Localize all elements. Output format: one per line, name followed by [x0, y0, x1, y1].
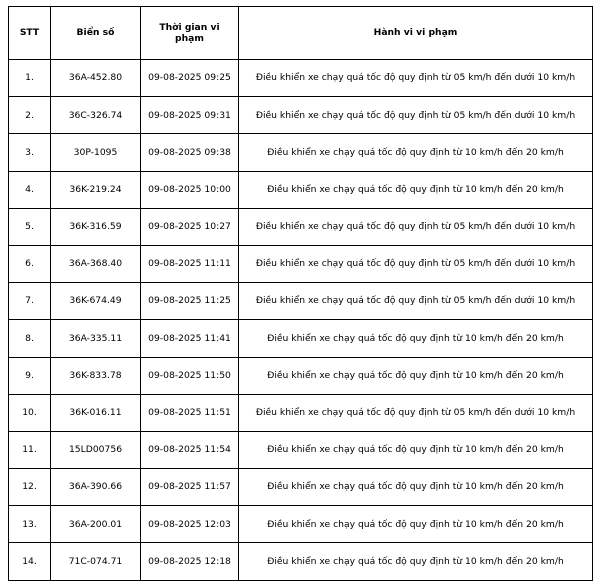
cell-time: 09-08-2025 11:50 — [141, 357, 239, 394]
table-row — [9, 245, 593, 282]
cell-plate: 36A-335.11 — [51, 320, 141, 357]
cell-behavior: Điều khiển xe chạy quá tốc độ quy định từ 05 km/h đến dưới 10 km/h — [239, 60, 593, 97]
cell-stt: 9. — [9, 357, 51, 394]
cell-plate: 36A-452.80 — [51, 60, 141, 97]
table-row — [9, 469, 593, 506]
cell-time: 09-08-2025 12:03 — [141, 506, 239, 543]
cell-stt: 1. — [9, 60, 51, 97]
table-header — [9, 7, 593, 60]
cell-time: 09-08-2025 11:51 — [141, 394, 239, 431]
cell-plate: 15LD00756 — [51, 431, 141, 468]
cell-behavior: Điều khiển xe chạy quá tốc độ quy định từ 10 km/h đến 20 km/h — [239, 431, 593, 468]
cell-time: 09-08-2025 10:27 — [141, 208, 239, 245]
table-row — [9, 431, 593, 468]
cell-behavior: Điều khiển xe chạy quá tốc độ quy định từ 05 km/h đến dưới 10 km/h — [239, 97, 593, 134]
cell-plate: 30P-1095 — [51, 134, 141, 171]
cell-stt: 14. — [9, 543, 51, 580]
cell-behavior: Điều khiển xe chạy quá tốc độ quy định từ 10 km/h đến 20 km/h — [239, 543, 593, 580]
cell-behavior: Điều khiển xe chạy quá tốc độ quy định từ 10 km/h đến 20 km/h — [239, 171, 593, 208]
column-header-stt: STT — [9, 7, 51, 60]
violation-table — [8, 6, 593, 581]
cell-time: 09-08-2025 11:25 — [141, 283, 239, 320]
table-body — [9, 60, 593, 581]
cell-stt: 6. — [9, 245, 51, 282]
cell-stt: 8. — [9, 320, 51, 357]
cell-plate: 36A-390.66 — [51, 469, 141, 506]
table-row — [9, 171, 593, 208]
cell-stt: 10. — [9, 394, 51, 431]
cell-behavior: Điều khiển xe chạy quá tốc độ quy định từ 10 km/h đến 20 km/h — [239, 320, 593, 357]
cell-time: 09-08-2025 09:31 — [141, 97, 239, 134]
cell-time: 09-08-2025 11:54 — [141, 431, 239, 468]
cell-plate: 36K-016.11 — [51, 394, 141, 431]
cell-plate: 36A-368.40 — [51, 245, 141, 282]
cell-time: 09-08-2025 09:25 — [141, 60, 239, 97]
cell-time: 09-08-2025 09:38 — [141, 134, 239, 171]
table-row — [9, 506, 593, 543]
table-header-row — [9, 7, 593, 60]
cell-plate: 36C-326.74 — [51, 97, 141, 134]
table-row — [9, 543, 593, 580]
column-header-behavior: Hành vi vi phạm — [239, 7, 593, 60]
column-header-plate: Biển số — [51, 7, 141, 60]
table-row — [9, 283, 593, 320]
table-row — [9, 60, 593, 97]
table-row — [9, 394, 593, 431]
cell-behavior: Điều khiển xe chạy quá tốc độ quy định từ 10 km/h đến 20 km/h — [239, 134, 593, 171]
cell-time: 09-08-2025 12:18 — [141, 543, 239, 580]
table-row — [9, 134, 593, 171]
table-row — [9, 97, 593, 134]
cell-stt: 7. — [9, 283, 51, 320]
table-row — [9, 357, 593, 394]
cell-stt: 5. — [9, 208, 51, 245]
cell-plate: 36K-674.49 — [51, 283, 141, 320]
cell-stt: 13. — [9, 506, 51, 543]
column-header-time: Thời gian vi phạm — [141, 7, 239, 60]
cell-plate: 36K-316.59 — [51, 208, 141, 245]
cell-behavior: Điều khiển xe chạy quá tốc độ quy định từ 10 km/h đến 20 km/h — [239, 357, 593, 394]
cell-stt: 3. — [9, 134, 51, 171]
cell-behavior: Điều khiển xe chạy quá tốc độ quy định từ 05 km/h đến dưới 10 km/h — [239, 208, 593, 245]
cell-behavior: Điều khiển xe chạy quá tốc độ quy định từ 05 km/h đến dưới 10 km/h — [239, 283, 593, 320]
cell-behavior: Điều khiển xe chạy quá tốc độ quy định từ 05 km/h đến dưới 10 km/h — [239, 245, 593, 282]
cell-time: 09-08-2025 11:11 — [141, 245, 239, 282]
table-row — [9, 320, 593, 357]
cell-stt: 11. — [9, 431, 51, 468]
cell-behavior: Điều khiển xe chạy quá tốc độ quy định từ 05 km/h đến dưới 10 km/h — [239, 394, 593, 431]
cell-plate: 71C-074.71 — [51, 543, 141, 580]
cell-plate: 36A-200.01 — [51, 506, 141, 543]
cell-time: 09-08-2025 11:41 — [141, 320, 239, 357]
table-row — [9, 208, 593, 245]
cell-plate: 36K-833.78 — [51, 357, 141, 394]
cell-behavior: Điều khiển xe chạy quá tốc độ quy định từ 10 km/h đến 20 km/h — [239, 506, 593, 543]
cell-stt: 2. — [9, 97, 51, 134]
cell-stt: 4. — [9, 171, 51, 208]
cell-time: 09-08-2025 10:00 — [141, 171, 239, 208]
cell-stt: 12. — [9, 469, 51, 506]
cell-time: 09-08-2025 11:57 — [141, 469, 239, 506]
cell-plate: 36K-219.24 — [51, 171, 141, 208]
cell-behavior: Điều khiển xe chạy quá tốc độ quy định từ 10 km/h đến 20 km/h — [239, 469, 593, 506]
